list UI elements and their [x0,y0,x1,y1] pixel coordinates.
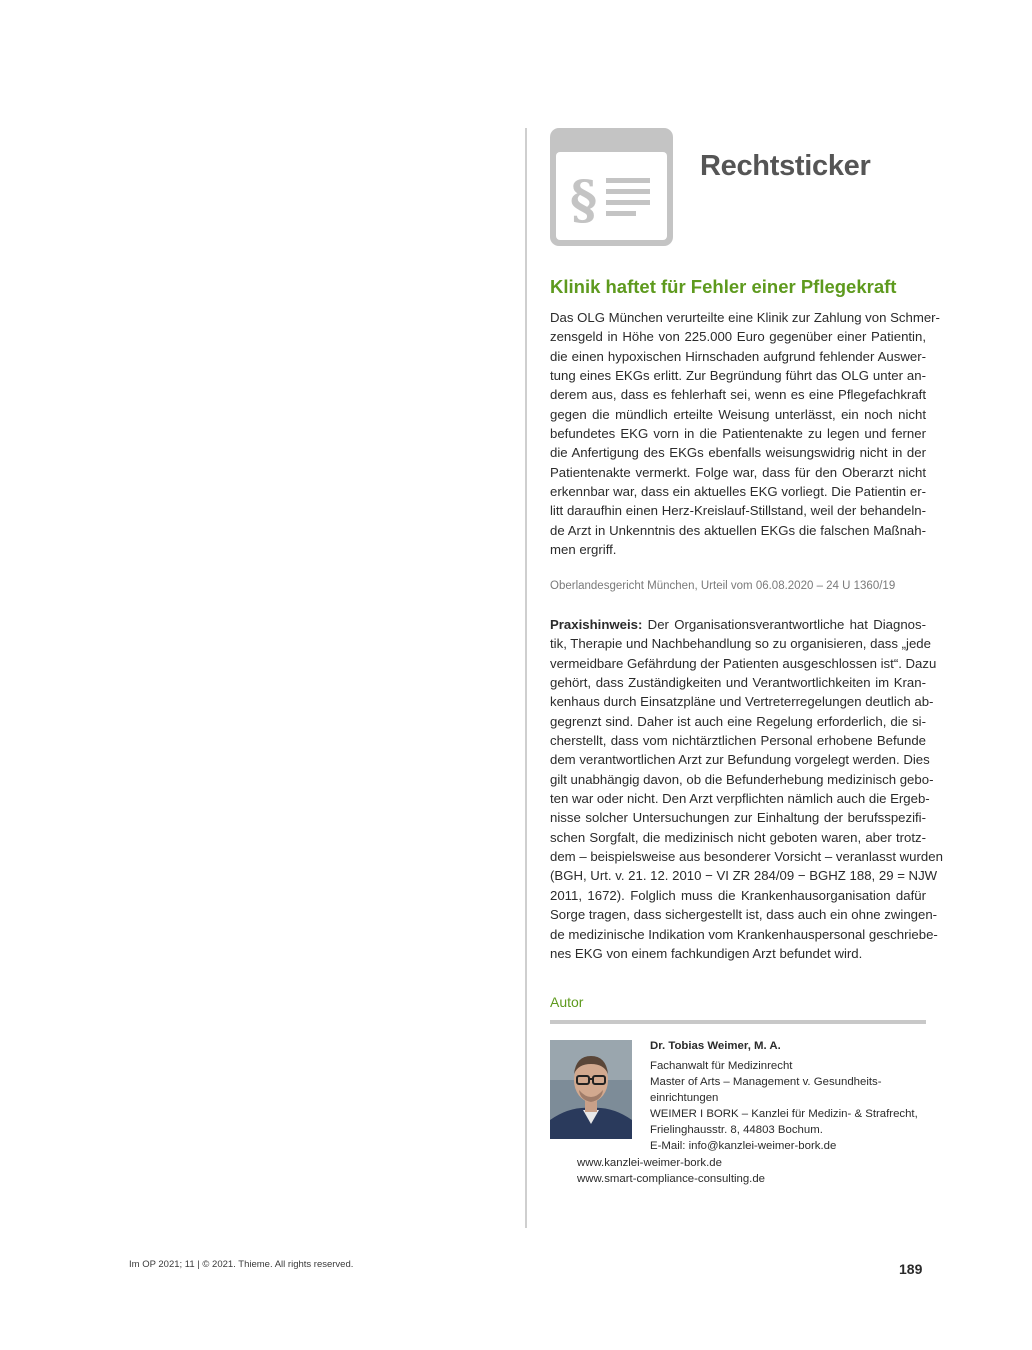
court-citation: Oberlandesgericht München, Urteil vom 06.08.2020 – 24 U 1360/19 [550,580,896,592]
paragraph-line: nes EKG von einem fachkundigen Arzt befundet wird. [550,945,863,961]
paragraph-line: erkennbar war, dass ein aktuelles EKG vorliegt. Die Patientin er- [550,484,926,500]
author-info-line: WEIMER I BORK – Kanzlei für Medizin- & Strafrecht, [650,1108,918,1120]
author-links [577,1155,765,1187]
section-title: Rechtsticker [700,150,871,182]
paragraph-line: men ergriff. [550,542,617,558]
paragraph-line: Patientenakte vermerkt. Folge war, dass für den Oberarzt nicht [550,464,926,480]
paragraph-document-icon [550,128,673,246]
paragraph-line: zensgeld in Höhe von 225.000 Euro gegenüber einer Patientin, [550,329,926,345]
paragraph-line: ten war oder nicht. Den Arzt verpflichten nämlich auch die Ergeb- [550,791,930,807]
paragraph-line: gilt unabhängig davon, ob die Befunderhebung medizinisch gebo- [550,771,934,787]
paragraph-line: tung eines EKGs erlitt. Zur Begründung führt das OLG unter an- [550,368,926,384]
paragraph-line: gehört, dass Zuständigkeiten und Verantwortlichkeiten im Kran- [550,675,926,691]
author-info-line: E-Mail: info@kanzlei-weimer-bork.de [650,1140,837,1152]
paragraph-line: gegen die mündlich erteilte Weisung unterlässt, ein noch nicht [550,406,926,422]
paragraph-line: litt daraufhin einen Herz-Kreislauf-Stillstand, weil der behandeln- [550,503,926,519]
author-website-link[interactable]: www.kanzlei-weimer-bork.de [577,1157,722,1169]
article-title: Klinik haftet für Fehler einer Pflegekraft [550,276,897,297]
paragraph-line: nisse solcher Untersuchungen zur Einhaltung der berufsspezifi- [550,810,926,826]
author-info-line: Master of Arts – Management v. Gesundheits- [650,1076,882,1088]
paragraph-line: cherstellt, dass vom nichtärztlichen Personal erhobene Befunde [550,733,926,749]
svg-text:§: § [570,170,598,231]
paragraph-line: die einen hypoxischen Hirnschaden aufgrund fehlender Auswer- [550,348,926,364]
paragraph-line: derem aus, dass es fehlerhaft sei, wenn es eine Pflegefachkraft [550,387,926,403]
paragraph-line: tik, Therapie und Nachbehandlung so zu organisieren, dass „jede [550,636,931,652]
paragraph-line: vermeidbare Gefährdung der Patienten ausgeschlossen ist“. Dazu [550,655,937,671]
paragraph-line: die Anfertigung des EKGs ebenfalls weisungswidrig nicht in der [550,445,926,461]
paragraph-line: gegrenzt sind. Daher ist auch eine Regelung erforderlich, die si- [550,713,926,729]
paragraph-line: Das OLG München verurteilte eine Klinik zur Zahlung von Schmer- [550,310,940,325]
author-info-line: Frielinghausstr. 8, 44803 Bochum. [650,1124,823,1136]
author-website-link[interactable]: www.smart-compliance-consulting.de [577,1173,766,1185]
paragraph-line: dem verantwortlichen Arzt zur Befundung vorgelegt werden. Dies [550,752,930,768]
paragraph-line: schen Sorgfalt, die medizinisch nicht geboten waren, aber trotz- [550,829,926,845]
author-info [650,1038,918,1154]
paragraph-line: Sorge tragen, dass sichergestellt ist, dass auch ein ohne zwingen- [550,907,938,923]
paragraph-line: befundetes EKG vorn in die Patientenakte zu legen und ferner [550,426,926,442]
practice-hint-first-line-text: Der Organisationsverantwortliche hat Diagnos- [647,617,926,632]
author-heading: Autor [550,994,584,1010]
practice-hint-paragraph [550,615,943,963]
practice-hint-label: Praxishinweis: [550,617,643,632]
article-paragraph [550,308,940,559]
footer-citation: Im OP 2021; 11 | © 2021. Thieme. All rights reserved. [129,1259,354,1270]
author-photo [550,1040,632,1139]
page-number: 189 [899,1261,923,1277]
paragraph-line: de Arzt in Unkenntnis des aktuellen EKGs die falschen Maßnah- [550,522,926,538]
practice-hint-first-line [550,615,926,634]
author-name: Dr. Tobias Weimer, M. A. [650,1040,781,1052]
author-divider [550,1020,926,1024]
paragraph-line: 2011, 1672). Folglich muss die Krankenhausorganisation dafür [550,887,926,903]
paragraph-line: de medizinische Indikation vom Krankenhauspersonal geschriebe- [550,926,938,942]
paragraph-line: (BGH, Urt. v. 21. 12. 2010 − VI ZR 284/09 − BGHZ 188, 29 = NJW [550,868,938,884]
paragraph-line: dem – beispielsweise aus besonderer Vorsicht – veranlasst wurden [550,849,943,865]
author-info-line: Fachanwalt für Medizinrecht [650,1060,793,1072]
paragraph-line: kenhaus durch Einsatzpläne und Vertreterregelungen deutlich ab- [550,694,934,710]
column-divider [525,128,527,1228]
author-info-line: einrichtungen [650,1092,719,1104]
